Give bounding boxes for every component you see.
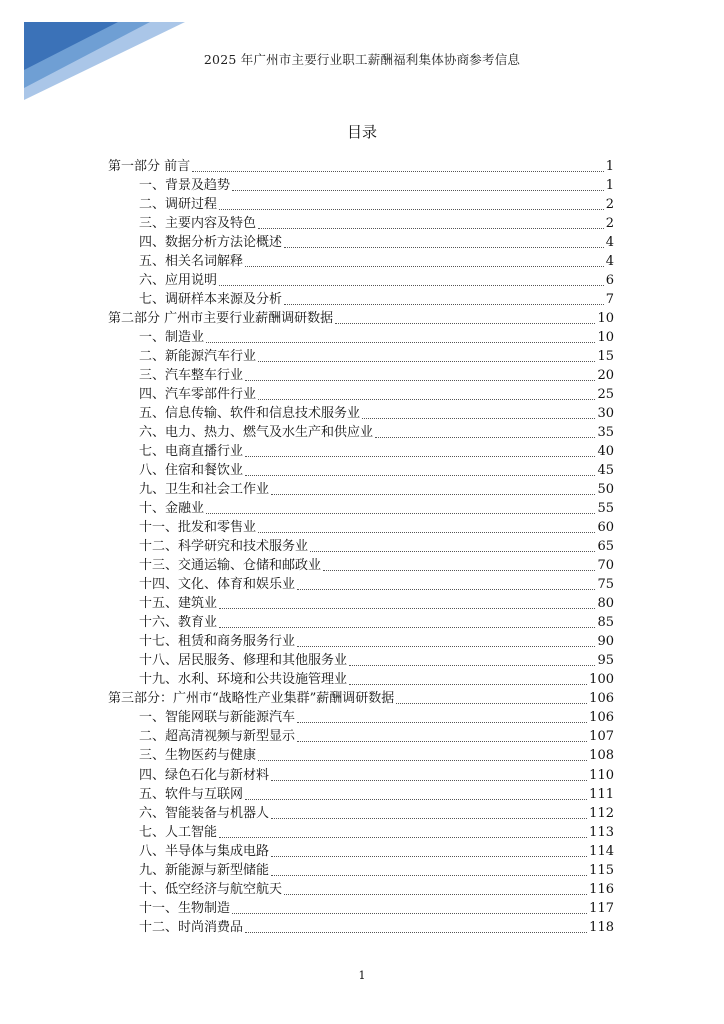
toc-entry-label: 六、电力、热力、燃气及水生产和供应业 [139, 425, 374, 441]
toc-dot-leader [271, 875, 587, 876]
toc-dot-leader [297, 646, 595, 647]
toc-dot-leader [232, 190, 604, 191]
toc-dot-leader [245, 380, 595, 381]
toc-entry[interactable] [108, 746, 614, 765]
toc-entry-label: 十、低空经济与航空航天 [139, 881, 283, 897]
toc-entry[interactable] [108, 385, 614, 404]
toc-dot-leader [335, 323, 595, 324]
toc-entry[interactable] [108, 785, 614, 804]
toc-entry-page: 20 [597, 368, 614, 384]
toc-entry-page: 85 [597, 615, 614, 631]
toc-entry-page: 95 [597, 653, 614, 669]
toc-entry-label: 九、卫生和社会工作业 [139, 482, 270, 498]
toc-entry[interactable] [108, 670, 614, 689]
toc-entry[interactable] [108, 271, 614, 290]
toc-entry-page: 113 [589, 824, 614, 840]
toc-entry-label: 十、金融业 [139, 501, 205, 517]
toc-entry-page: 4 [605, 235, 614, 251]
toc-section-entry[interactable] [108, 689, 614, 708]
toc-entry-page: 25 [597, 387, 614, 403]
toc-entry-page: 100 [589, 672, 614, 688]
toc-dot-leader [232, 913, 587, 914]
toc-entry[interactable] [108, 556, 614, 575]
toc-entry[interactable] [108, 252, 614, 271]
toc-entry-page: 2 [605, 216, 614, 232]
toc-entry[interactable] [108, 575, 614, 594]
toc-entry-label: 五、相关名词解释 [139, 254, 244, 270]
toc-entry-page: 4 [605, 254, 614, 270]
toc-entry-label: 二、调研过程 [139, 197, 218, 213]
toc-entry[interactable] [108, 766, 614, 785]
toc-entry-label: 五、信息传输、软件和信息技术服务业 [139, 406, 361, 422]
toc-dot-leader [219, 209, 604, 210]
toc-entry-label: 二、新能源汽车行业 [139, 349, 257, 365]
toc-entry-label: 十六、教育业 [139, 615, 218, 631]
toc-entry-page: 15 [597, 349, 614, 365]
toc-entry-label: 一、背景及趋势 [139, 178, 231, 194]
table-of-contents [108, 157, 614, 937]
toc-dot-leader [323, 570, 595, 571]
toc-entry-label: 六、智能装备与机器人 [139, 805, 270, 821]
toc-entry-page: 6 [605, 273, 614, 289]
toc-entry[interactable] [108, 613, 614, 632]
toc-entry[interactable] [108, 804, 614, 823]
toc-entry[interactable] [108, 233, 614, 252]
toc-dot-leader [349, 665, 595, 666]
toc-entry-page: 75 [597, 577, 614, 593]
toc-entry-page: 106 [589, 710, 614, 726]
toc-entry-label: 十一、生物制造 [139, 900, 231, 916]
toc-entry-label: 一、制造业 [139, 330, 205, 346]
toc-dot-leader [375, 437, 595, 438]
toc-entry-page: 106 [589, 691, 614, 707]
toc-entry-page: 110 [589, 767, 614, 783]
toc-entry-label: 三、汽车整车行业 [139, 368, 244, 384]
toc-entry[interactable] [108, 290, 614, 309]
toc-dot-leader [245, 475, 595, 476]
toc-section-entry[interactable] [108, 157, 614, 176]
toc-title: 目录 [346, 123, 377, 141]
toc-entry-label: 七、人工智能 [139, 824, 218, 840]
toc-entry-label: 十四、文化、体育和娱乐业 [139, 577, 296, 593]
toc-entry-page: 50 [597, 482, 614, 498]
toc-entry-page: 118 [589, 919, 614, 935]
toc-entry[interactable] [108, 594, 614, 613]
toc-entry-label: 三、生物医药与健康 [139, 748, 257, 764]
toc-entry-page: 117 [589, 900, 614, 916]
toc-dot-leader [349, 684, 587, 685]
toc-entry-label: 六、应用说明 [139, 273, 218, 289]
toc-entry-label: 十七、租赁和商务服务行业 [139, 634, 296, 650]
toc-entry-page: 1 [605, 178, 614, 194]
toc-entry-label: 四、汽车零部件行业 [139, 387, 257, 403]
toc-entry-page: 45 [597, 463, 614, 479]
toc-entry[interactable] [108, 195, 614, 214]
toc-entry[interactable] [108, 328, 614, 347]
toc-dot-leader [297, 722, 587, 723]
toc-dot-leader [219, 608, 595, 609]
toc-dot-leader [284, 894, 587, 895]
toc-entry-label: 九、新能源与新型储能 [139, 862, 270, 878]
toc-entry-label: 二、超高清视频与新型显示 [139, 729, 296, 745]
toc-entry-page: 40 [597, 444, 614, 460]
toc-entry-label: 第三部分：广州市“战略性产业集群”薪酬调研数据 [108, 691, 395, 707]
toc-dot-leader [245, 266, 604, 267]
toc-entry-page: 108 [589, 748, 614, 764]
toc-dot-leader [310, 551, 595, 552]
toc-entry-page: 112 [589, 805, 614, 821]
toc-dot-leader [219, 285, 604, 286]
toc-dot-leader [284, 247, 604, 248]
toc-entry[interactable] [108, 842, 614, 861]
toc-entry[interactable] [108, 347, 614, 366]
toc-entry[interactable] [108, 918, 614, 937]
toc-entry-label: 四、绿色石化与新材料 [139, 767, 270, 783]
toc-entry-label: 三、主要内容及特色 [139, 216, 257, 232]
toc-entry-page: 10 [597, 330, 614, 346]
toc-entry-page: 55 [597, 501, 614, 517]
toc-entry[interactable] [108, 442, 614, 461]
toc-entry-label: 十九、水利、环境和公共设施管理业 [139, 672, 348, 688]
toc-entry-page: 1 [605, 159, 614, 174]
toc-section-entry[interactable] [108, 309, 614, 328]
toc-dot-leader [271, 780, 587, 781]
toc-entry-label: 第二部分 广州市主要行业薪酬调研数据 [108, 311, 334, 327]
toc-entry-label: 十三、交通运输、仓储和邮政业 [139, 558, 322, 574]
toc-dot-leader [297, 589, 595, 590]
toc-dot-leader [219, 627, 595, 628]
toc-entry-label: 七、调研样本来源及分析 [139, 292, 283, 308]
toc-dot-leader [297, 741, 587, 742]
header-title: 2025 年广州市主要行业职工薪酬福利集体协商参考信息 [203, 52, 521, 67]
toc-entry[interactable] [108, 366, 614, 385]
toc-entry-page: 35 [597, 425, 614, 441]
toc-entry-page: 90 [597, 634, 614, 650]
toc-entry[interactable] [108, 899, 614, 918]
toc-entry-page: 65 [597, 539, 614, 555]
toc-entry-page: 80 [597, 596, 614, 612]
toc-entry[interactable] [108, 880, 614, 899]
toc-entry-page: 116 [589, 881, 614, 897]
toc-dot-leader [206, 342, 595, 343]
toc-entry-label: 十二、时尚消费品 [139, 919, 244, 935]
toc-entry-label: 十二、科学研究和技术服务业 [139, 539, 309, 555]
toc-entry[interactable] [108, 423, 614, 442]
toc-dot-leader [258, 228, 604, 229]
toc-entry-page: 60 [597, 520, 614, 536]
page-number: 1 [358, 969, 366, 982]
toc-entry-page: 115 [589, 862, 614, 878]
toc-entry-label: 八、半导体与集成电路 [139, 843, 270, 859]
toc-entry[interactable] [108, 176, 614, 195]
toc-entry-label: 四、数据分析方法论概述 [139, 235, 283, 251]
toc-entry[interactable] [108, 461, 614, 480]
toc-entry-page: 114 [589, 843, 614, 859]
toc-dot-leader [396, 703, 587, 704]
toc-entry[interactable] [108, 632, 614, 651]
toc-entry[interactable] [108, 518, 614, 537]
toc-entry[interactable] [108, 823, 614, 842]
toc-entry[interactable] [108, 404, 614, 423]
toc-entry-label: 十一、批发和零售业 [139, 520, 257, 536]
toc-dot-leader [362, 418, 595, 419]
toc-dot-leader [219, 837, 587, 838]
toc-entry[interactable] [108, 480, 614, 499]
toc-entry-label: 五、软件与互联网 [139, 786, 244, 802]
toc-entry-page: 111 [589, 786, 614, 802]
toc-dot-leader [258, 361, 595, 362]
toc-entry[interactable] [108, 708, 614, 727]
toc-dot-leader [258, 399, 595, 400]
toc-dot-leader [245, 932, 587, 933]
toc-dot-leader [271, 818, 587, 819]
toc-dot-leader [206, 513, 595, 514]
toc-entry-label: 第一部分 前言 [108, 159, 191, 174]
toc-entry-label: 十五、建筑业 [139, 596, 218, 612]
toc-entry-page: 70 [597, 558, 614, 574]
toc-entry-label: 八、住宿和餐饮业 [139, 463, 244, 479]
toc-dot-leader [258, 760, 587, 761]
toc-dot-leader [258, 532, 595, 533]
toc-entry-page: 107 [589, 729, 614, 745]
toc-dot-leader [245, 456, 595, 457]
toc-entry[interactable] [108, 651, 614, 670]
toc-entry[interactable] [108, 727, 614, 746]
toc-entry-label: 十八、居民服务、修理和其他服务业 [139, 653, 348, 669]
toc-dot-leader [192, 171, 604, 172]
toc-entry-page: 10 [597, 311, 614, 327]
toc-entry[interactable] [108, 499, 614, 518]
toc-entry-page: 30 [597, 406, 614, 422]
toc-entry-page: 2 [605, 197, 614, 213]
toc-entry-page: 7 [605, 292, 614, 308]
toc-entry[interactable] [108, 861, 614, 880]
toc-entry-label: 一、智能网联与新能源汽车 [139, 710, 296, 726]
toc-entry[interactable] [108, 214, 614, 233]
toc-dot-leader [271, 494, 595, 495]
toc-dot-leader [245, 799, 587, 800]
toc-entry[interactable] [108, 537, 614, 556]
toc-entry-label: 七、电商直播行业 [139, 444, 244, 460]
toc-dot-leader [271, 856, 587, 857]
toc-dot-leader [284, 304, 604, 305]
